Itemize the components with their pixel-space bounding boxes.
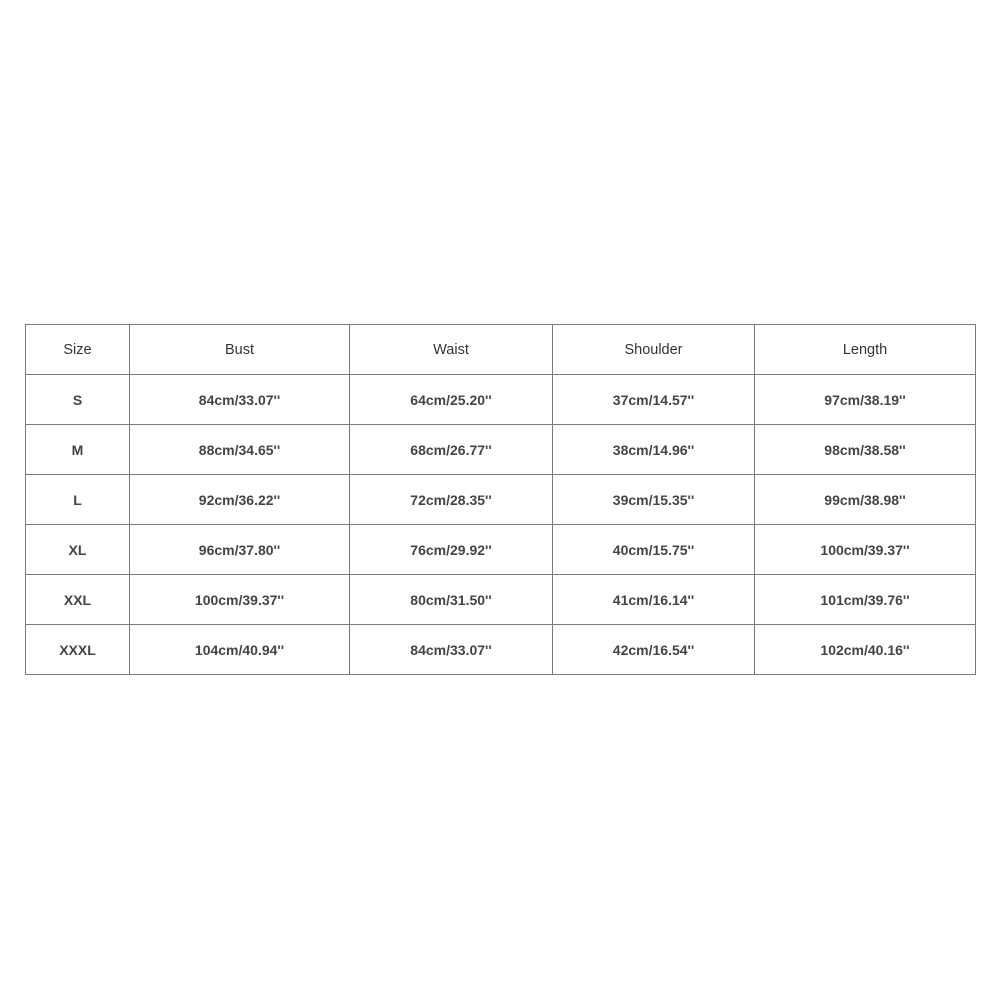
length-cell: 102cm/40.16''	[755, 625, 976, 675]
bust-cell: 96cm/37.80''	[130, 525, 350, 575]
length-cell: 99cm/38.98''	[755, 475, 976, 525]
waist-cell: 72cm/28.35''	[350, 475, 553, 525]
size-cell: XXL	[26, 575, 130, 625]
shoulder-cell: 41cm/16.14''	[553, 575, 755, 625]
header-size: Size	[26, 325, 130, 375]
waist-cell: 84cm/33.07''	[350, 625, 553, 675]
shoulder-cell: 39cm/15.35''	[553, 475, 755, 525]
length-cell: 98cm/38.58''	[755, 425, 976, 475]
size-cell: S	[26, 375, 130, 425]
bust-cell: 84cm/33.07''	[130, 375, 350, 425]
header-bust: Bust	[130, 325, 350, 375]
size-cell: XL	[26, 525, 130, 575]
shoulder-cell: 42cm/16.54''	[553, 625, 755, 675]
length-cell: 101cm/39.76''	[755, 575, 976, 625]
bust-cell: 104cm/40.94''	[130, 625, 350, 675]
bust-cell: 100cm/39.37''	[130, 575, 350, 625]
table-row	[26, 525, 976, 575]
waist-cell: 80cm/31.50''	[350, 575, 553, 625]
size-chart-table	[25, 324, 976, 675]
table-row	[26, 475, 976, 525]
table-row	[26, 625, 976, 675]
bust-cell: 88cm/34.65''	[130, 425, 350, 475]
size-cell: L	[26, 475, 130, 525]
size-cell: M	[26, 425, 130, 475]
header-length: Length	[755, 325, 976, 375]
table-row	[26, 375, 976, 425]
header-shoulder: Shoulder	[553, 325, 755, 375]
table-row	[26, 425, 976, 475]
shoulder-cell: 38cm/14.96''	[553, 425, 755, 475]
shoulder-cell: 37cm/14.57''	[553, 375, 755, 425]
table-header-row	[26, 325, 976, 375]
waist-cell: 64cm/25.20''	[350, 375, 553, 425]
shoulder-cell: 40cm/15.75''	[553, 525, 755, 575]
length-cell: 97cm/38.19''	[755, 375, 976, 425]
waist-cell: 76cm/29.92''	[350, 525, 553, 575]
length-cell: 100cm/39.37''	[755, 525, 976, 575]
waist-cell: 68cm/26.77''	[350, 425, 553, 475]
size-cell: XXXL	[26, 625, 130, 675]
header-waist: Waist	[350, 325, 553, 375]
table-row	[26, 575, 976, 625]
bust-cell: 92cm/36.22''	[130, 475, 350, 525]
